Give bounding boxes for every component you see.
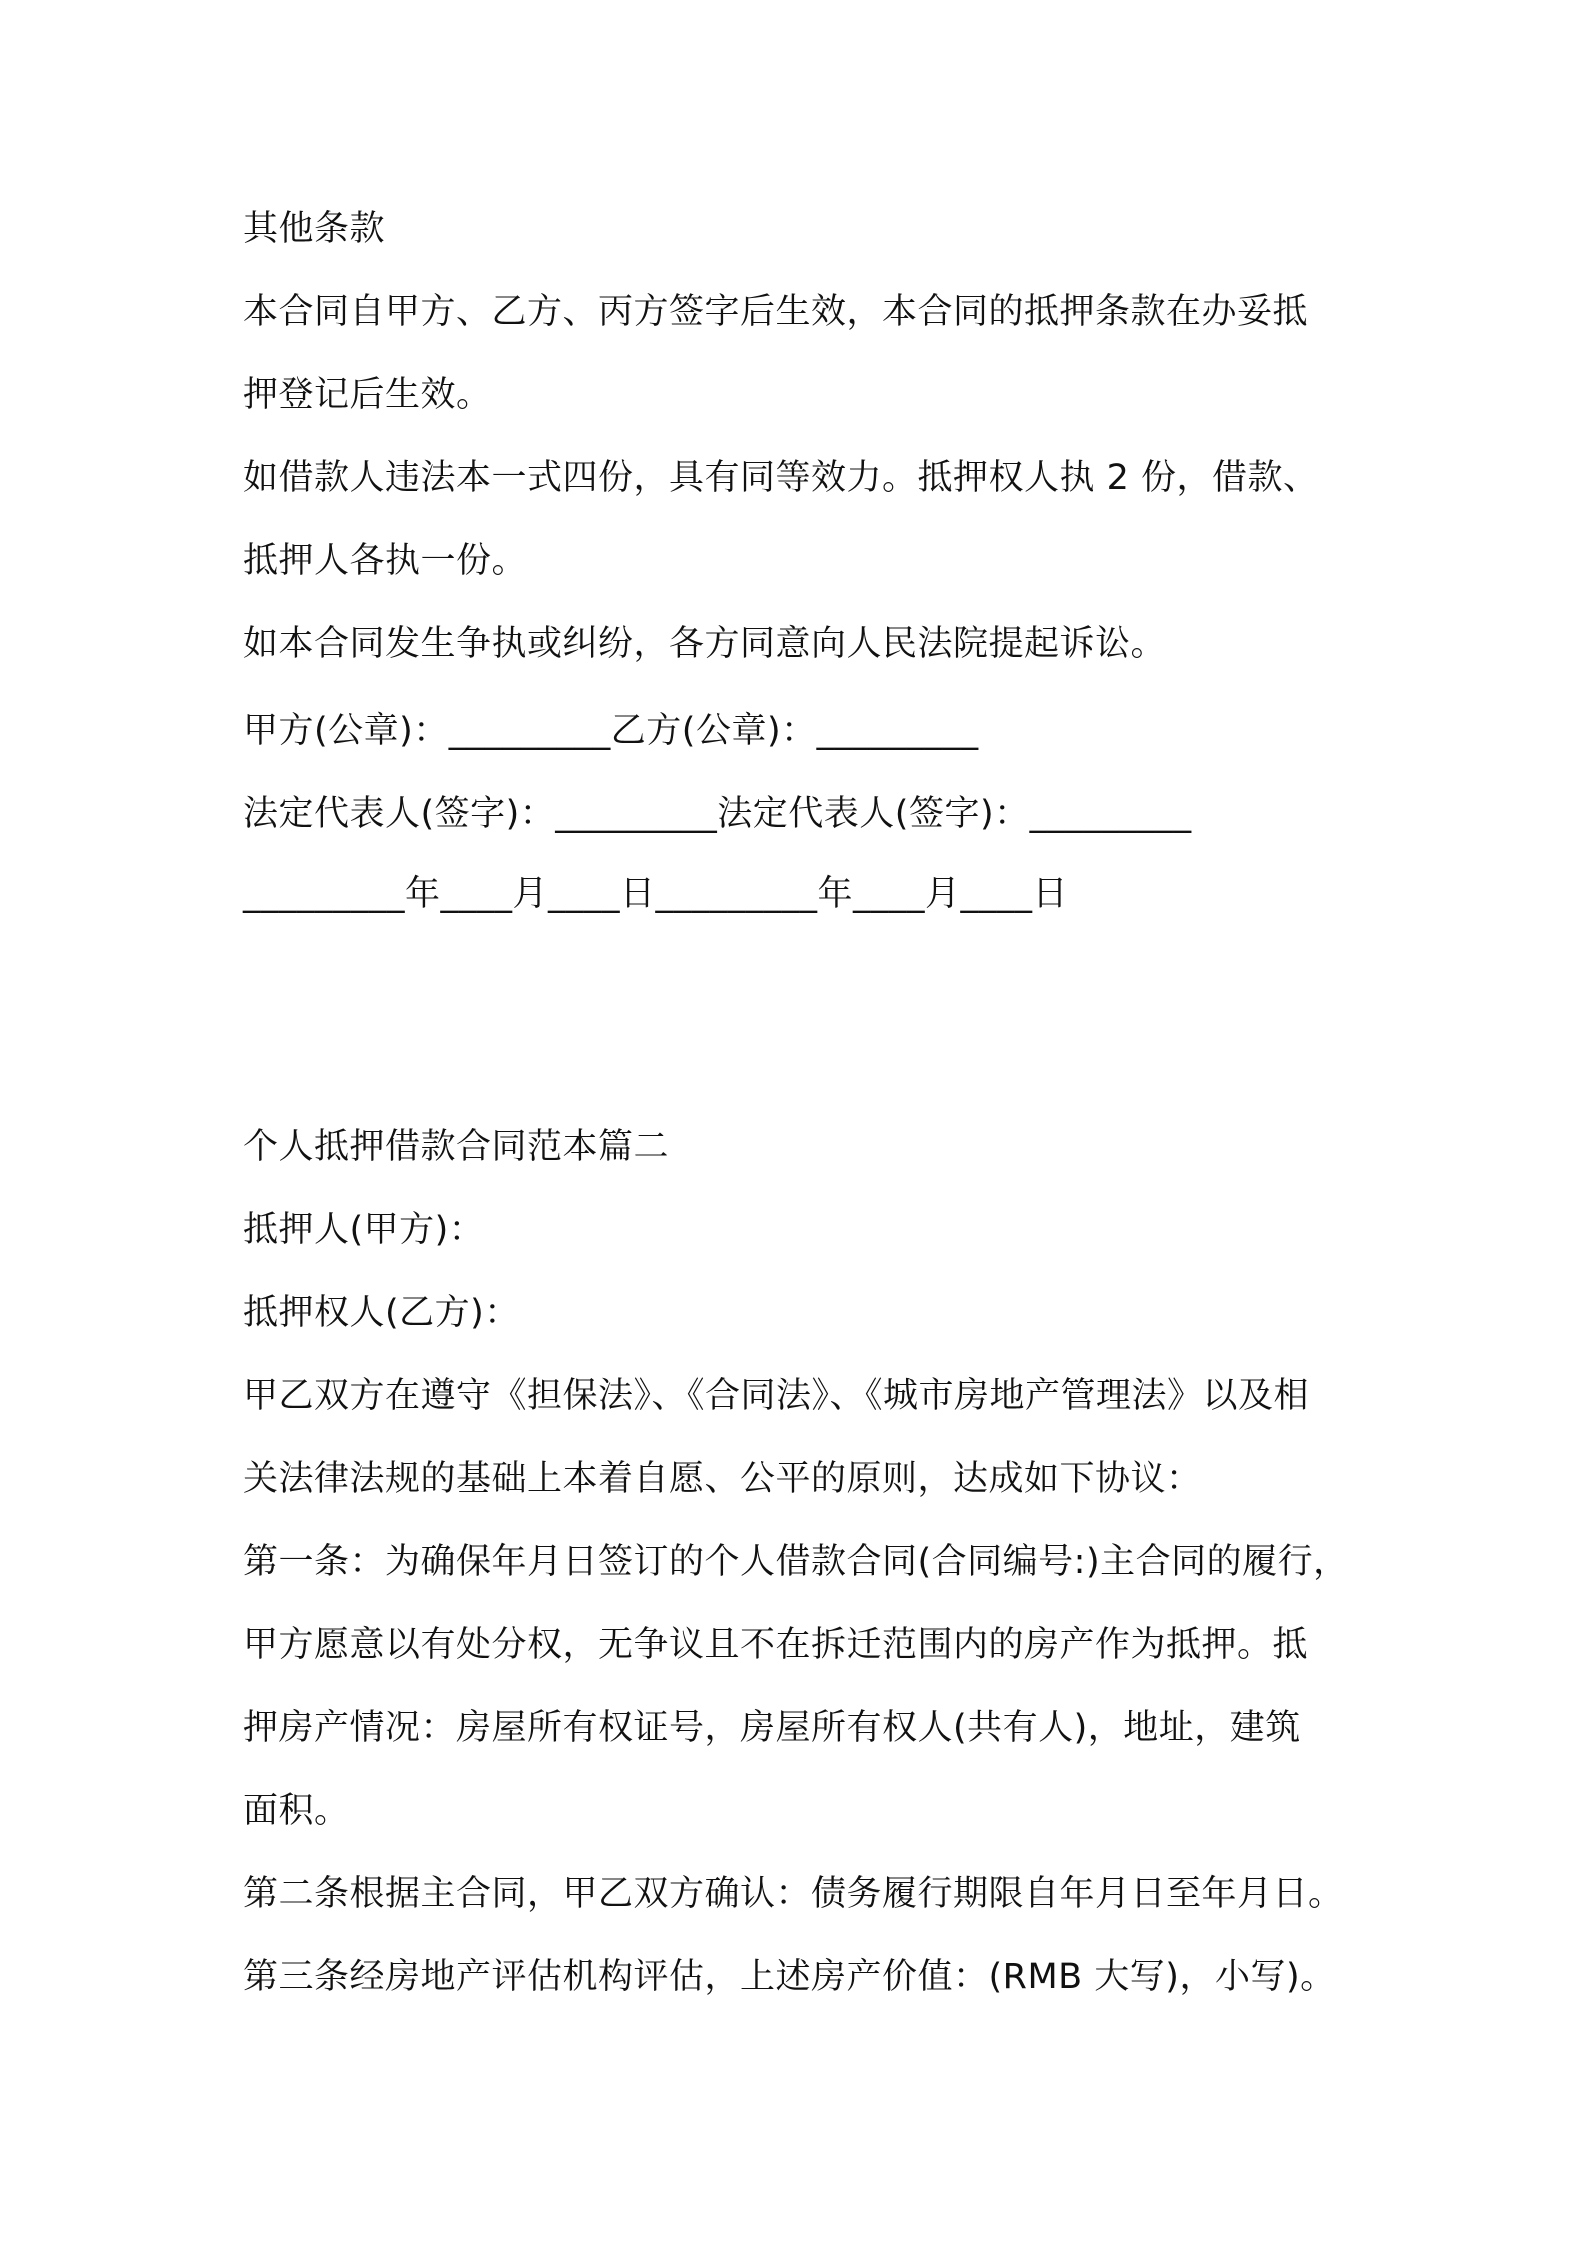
signature-line-date: _________年____月____日_________年____月____日 [243,874,1069,914]
paragraph-line: 如借款人违法本一式四份，具有同等效力。抵押权人执 2 份，借款、 [243,458,1319,498]
paragraph-line: 抵押人各执一份。 [243,541,528,581]
paragraph-line: 押登记后生效。 [243,375,492,415]
signature-line-representative: 法定代表人(签字)：_________法定代表人(签字)：_________ [243,794,1192,834]
signature-line-seal: 甲方(公章)：_________乙方(公章)：_________ [243,711,979,751]
paragraph-line: 甲乙双方在遵守《担保法》、《合同法》、《城市房地产管理法》以及相 [243,1376,1310,1416]
party-line-mortgagee: 抵押权人(乙方)： [243,1293,520,1333]
party-line-mortgagor: 抵押人(甲方)： [243,1210,485,1250]
section-heading-contract-two: 个人抵押借款合同范本篇二 [243,1127,670,1167]
section-heading-other-terms: 其他条款 [243,209,386,249]
paragraph-line: 如本合同发生争执或纠纷，各方同意向人民法院提起诉讼。 [243,624,1167,664]
paragraph-line: 本合同自甲方、乙方、丙方签字后生效，本合同的抵押条款在办妥抵 [243,292,1309,332]
article-line: 第三条经房地产评估机构评估，上述房产价值：(RMB 大写)，小写)。 [243,1957,1336,1997]
article-line: 甲方愿意以有处分权，无争议且不在拆迁范围内的房产作为抵押。抵 [243,1625,1309,1665]
paragraph-line: 关法律法规的基础上本着自愿、公平的原则，达成如下协议： [243,1459,1202,1499]
article-line: 押房产情况：房屋所有权证号，房屋所有权人(共有人)，地址，建筑 [243,1708,1301,1748]
article-line: 第一条：为确保年月日签订的个人借款合同(合同编号:)主合同的履行， [243,1542,1349,1582]
article-line: 面积。 [243,1791,350,1831]
article-line: 第二条根据主合同，甲乙双方确认：债务履行期限自年月日至年月日。 [243,1874,1344,1914]
